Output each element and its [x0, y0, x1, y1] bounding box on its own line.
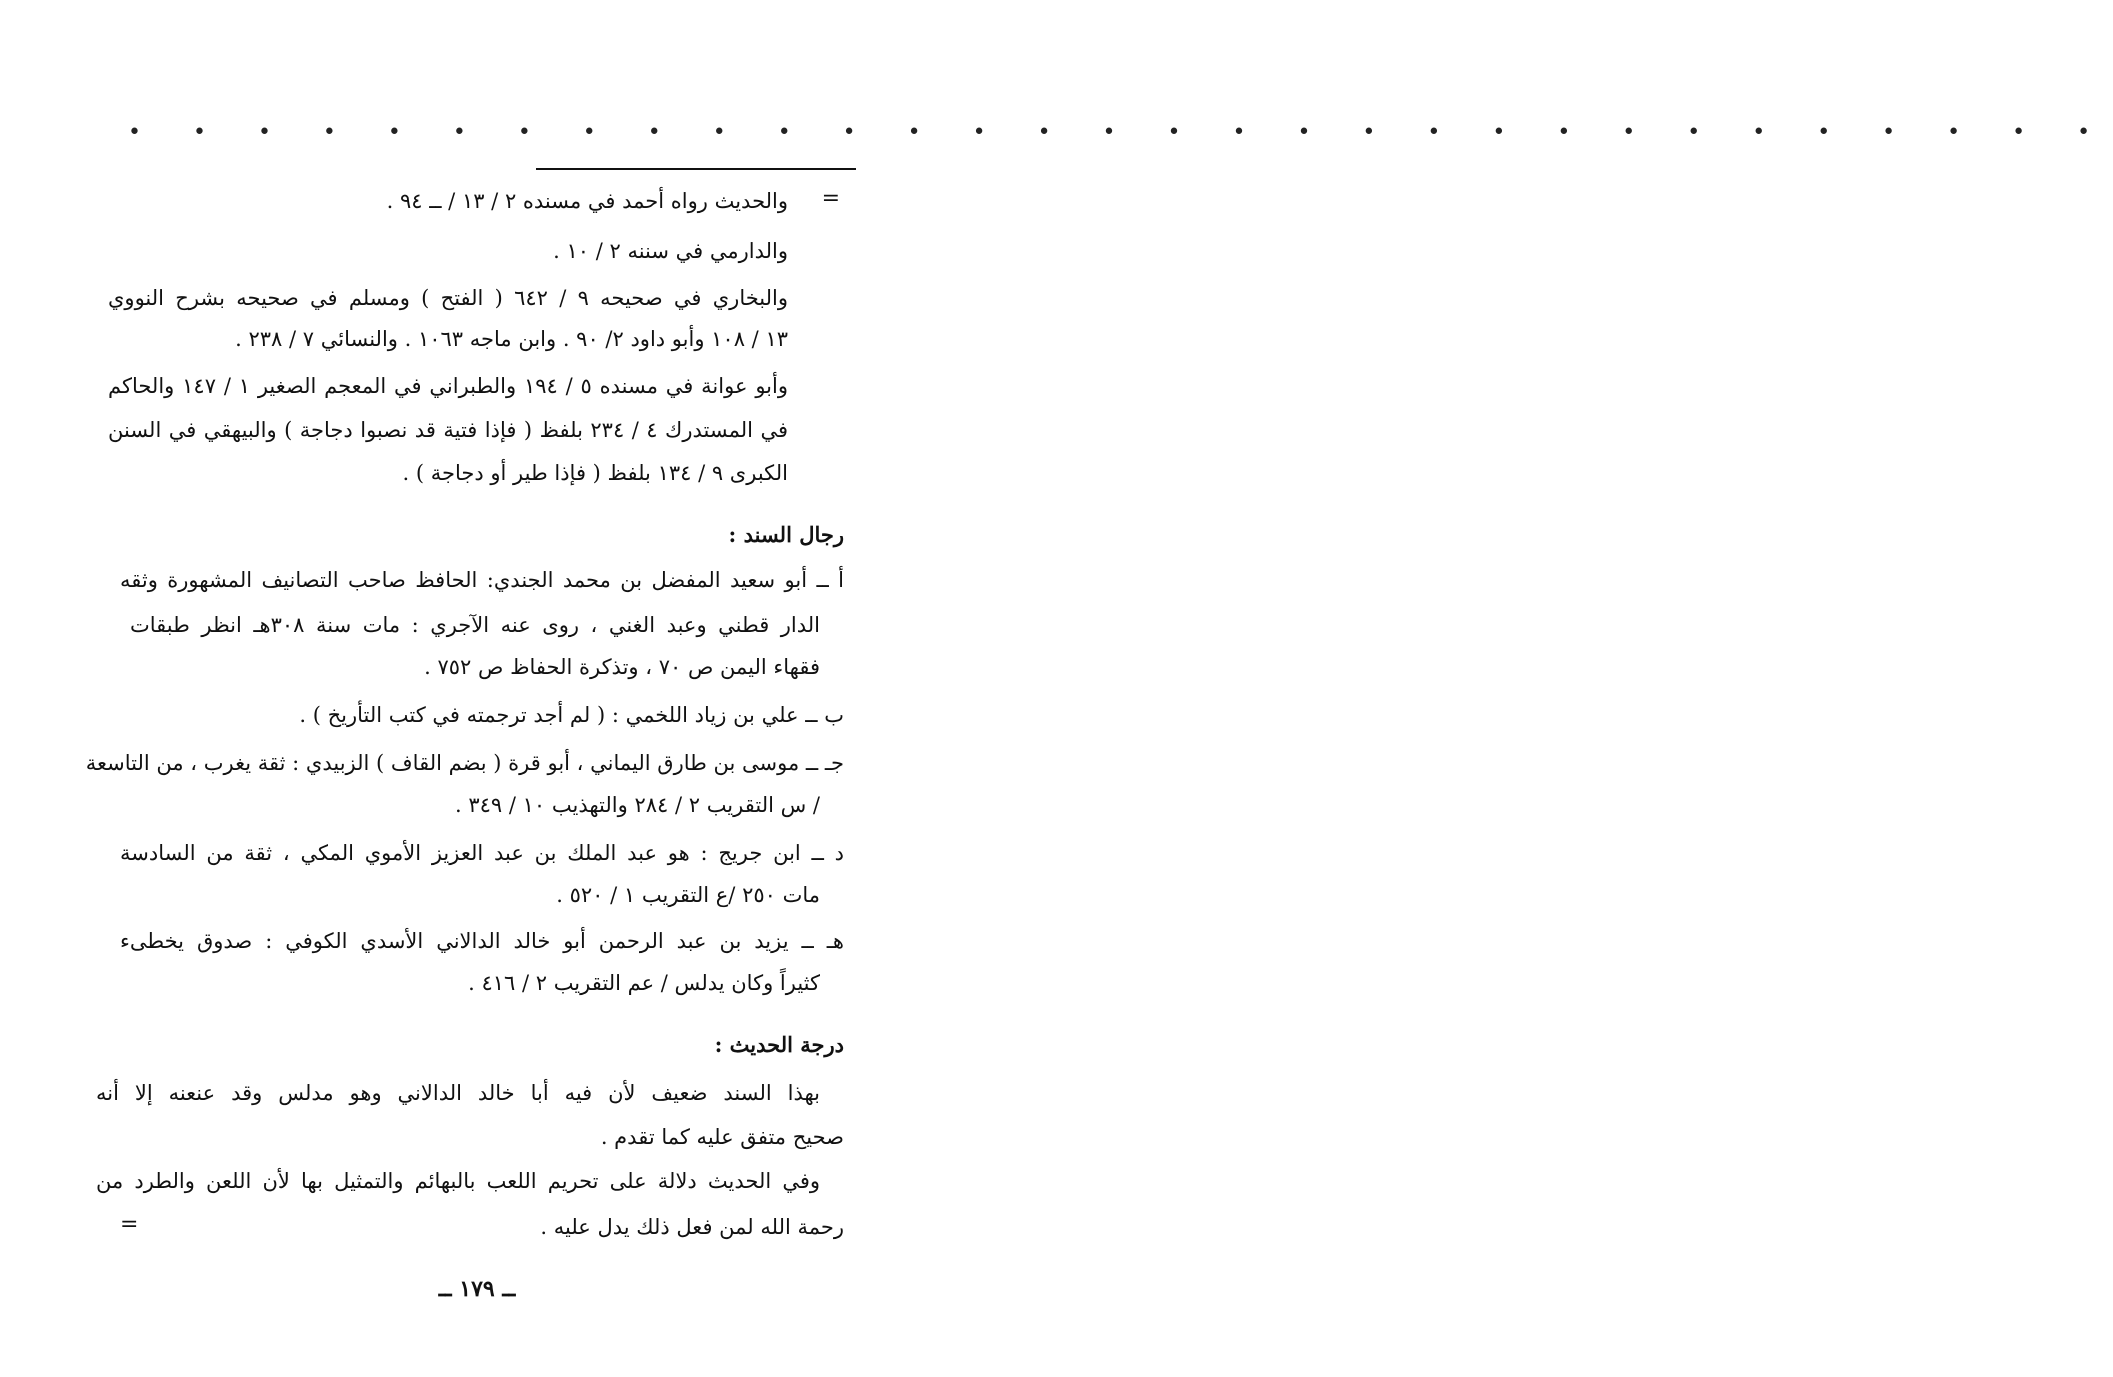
- body-line: بهذا السند ضعيف لأن فيه أبا خالد الدالاني وهو مدلس وقد عنعنه إلا أنه: [96, 1081, 820, 1105]
- body-line: وفي الحديث دلالة على تحريم اللعب بالبهائم والتمثيل بها لأن اللعن والطرد من: [96, 1169, 820, 1193]
- dotted-separator: • • • • • • • • • • • • • • • • • • • • • • • • • • • • • • •: [128, 120, 2113, 145]
- narrator-line: جـ ــ موسى بن طارق اليماني ، أبو قرة ( بضم القاف ) الزبيدي : ثقة يغرب ، من التاسعة: [85, 751, 844, 775]
- body-line: رحمة الله لمن فعل ذلك يدل عليه .: [540, 1215, 844, 1239]
- footnote-line: الكبرى ٩ / ١٣٤ بلفظ ( فإذا طير أو دجاجة ) .: [402, 461, 788, 485]
- page-number: ــ ١٧٩ ــ: [438, 1276, 516, 1302]
- footnote-line: والبخاري في صحيحه ٩ / ٦٤٢ ( الفتح ) ومسلم في صحيحه بشرح النووي: [108, 286, 788, 310]
- footnote-rule: [536, 168, 856, 170]
- footnote-line: ١٣ / ١٠٨ وأبو داود ٢/ ٩٠ . وابن ماجه ١٠٦٣ . والنسائي ٧ / ٢٣٨ .: [235, 327, 788, 351]
- narrator-line: مات ٢٥٠ /ع التقريب ١ / ٥٢٠ .: [556, 883, 820, 907]
- narrator-line: د ــ ابن جريج : هو عبد الملك بن عبد العزيز الأموي المكي ، ثقة من السادسة: [120, 841, 844, 865]
- rijal-heading: رجال السند :: [728, 522, 844, 547]
- footnote-line: والحديث رواه أحمد في مسنده ٢ / ١٣ / ــ ٩٤ .: [386, 189, 788, 213]
- continuation-marker: =: [120, 1212, 139, 1237]
- narrator-line: ب ــ علي بن زياد اللخمي : ( لم أجد ترجمته في كتب التأريخ ) .: [299, 703, 844, 727]
- narrator-line: فقهاء اليمن ص ٧٠ ، وتذكرة الحفاظ ص ٧٥٢ .: [424, 655, 820, 679]
- continuation-marker: =: [821, 186, 840, 211]
- footnote-line: وأبو عوانة في مسنده ٥ / ١٩٤ والطبراني في المعجم الصغير ١ / ١٤٧ والحاكم: [108, 374, 788, 398]
- narrator-line: أ ــ أبو سعيد المفضل بن محمد الجندي: الحافظ صاحب التصانيف المشهورة وثقه: [120, 568, 844, 592]
- narrator-line: هـ ــ يزيد بن عبد الرحمن أبو خالد الدالاني الأسدي الكوفي : صدوق يخطىء: [120, 929, 844, 953]
- narrator-line: الدار قطني وعبد الغني ، روى عنه الآجري : مات سنة ٣٠٨هـ انظر طبقات: [130, 613, 820, 637]
- daraja-heading: درجة الحديث :: [714, 1032, 844, 1057]
- footnote-line: والدارمي في سننه ٢ / ١٠ .: [553, 239, 788, 263]
- narrator-line: / س التقريب ٢ / ٢٨٤ والتهذيب ١٠ / ٣٤٩ .: [455, 793, 820, 817]
- body-line: صحيح متفق عليه كما تقدم .: [600, 1125, 844, 1149]
- footnote-line: في المستدرك ٤ / ٢٣٤ بلفظ ( فإذا فتية قد نصبوا دجاجة ) والبيهقي في السنن: [108, 418, 788, 442]
- narrator-line: كثيراً وكان يدلس / عم التقريب ٢ / ٤١٦ .: [468, 971, 820, 995]
